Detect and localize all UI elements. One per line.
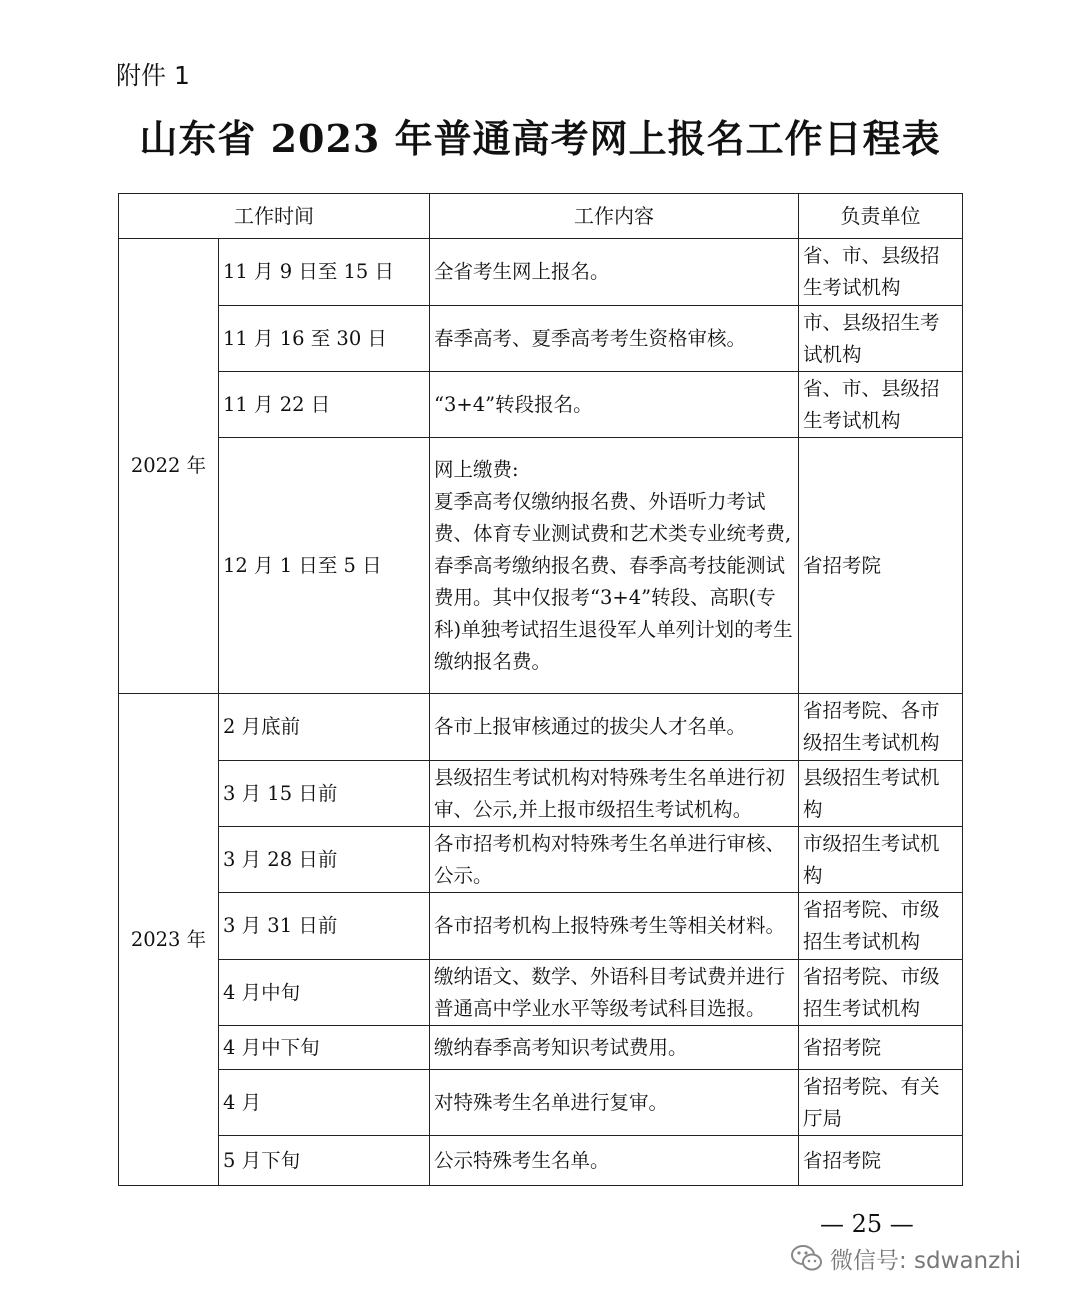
unit-cell: 市、县级招生考试机构 (799, 306, 963, 372)
content-cell: 各市上报审核通过的拔尖人才名单。 (430, 694, 799, 761)
content-cell: 县级招生考试机构对特殊考生名单进行初审、公示,并上报市级招生考试机构。 (430, 761, 799, 827)
page-title: 山东省 2023 年普通高考网上报名工作日程表 (139, 116, 941, 161)
content-cell: 对特殊考生名单进行复审。 (430, 1070, 799, 1136)
unit-cell: 省招考院、市级招生考试机构 (799, 893, 963, 960)
time-cell: 5 月下旬 (219, 1136, 430, 1186)
unit-cell: 省招考院、各市级招生考试机构 (799, 694, 963, 761)
time-cell: 2 月底前 (219, 694, 430, 761)
attachment-label: 附件 1 (116, 61, 190, 90)
table-row (119, 694, 963, 761)
time-cell: 4 月 (219, 1070, 430, 1136)
table-row (119, 1136, 963, 1186)
unit-cell: 县级招生考试机构 (799, 761, 963, 827)
schedule-table (118, 193, 963, 1186)
table-row (119, 761, 963, 827)
year-cell: 2023 年 (119, 694, 219, 1186)
column-header-unit: 负责单位 (799, 194, 963, 239)
unit-cell: 市级招生考试机构 (799, 827, 963, 893)
unit-cell: 省招考院 (799, 1136, 963, 1186)
unit-cell: 省招考院、市级招生考试机构 (799, 960, 963, 1026)
time-cell: 4 月中旬 (219, 960, 430, 1026)
page-number: — 25 — (820, 1210, 914, 1238)
watermark-text: 微信号: sdwanzhi (830, 1247, 1022, 1274)
column-header-content: 工作内容 (430, 194, 799, 239)
table-row (119, 1070, 963, 1136)
time-cell: 3 月 15 日前 (219, 761, 430, 827)
table-row (119, 960, 963, 1026)
column-header-time: 工作时间 (119, 194, 430, 239)
content-cell: 各市招考机构上报特殊考生等相关材料。 (430, 893, 799, 960)
content-cell: 春季高考、夏季高考考生资格审核。 (430, 306, 799, 372)
content-cell: 各市招考机构对特殊考生名单进行审核、公示。 (430, 827, 799, 893)
time-cell: 3 月 28 日前 (219, 827, 430, 893)
watermark (790, 1238, 1021, 1278)
content-cell: 网上缴费: 夏季高考仅缴纳报名费、外语听力考试费、体育专业测试费和艺术类专业统考费, 春季高考缴纳报名费、春季高考技能测试费用。其中仅报考“3+4”转段、高职(专科)单独考试招生退役军人单列计划的考生缴纳报名费。 (430, 438, 799, 694)
table-row (119, 372, 963, 438)
table-row (119, 306, 963, 372)
time-cell: 11 月 22 日 (219, 372, 430, 438)
unit-cell: 省招考院 (799, 1026, 963, 1070)
time-cell: 11 月 16 至 30 日 (219, 306, 430, 372)
table-row (119, 893, 963, 960)
content-cell: 缴纳语文、数学、外语科目考试费并进行普通高中学业水平等级考试科目选报。 (430, 960, 799, 1026)
table-row (119, 1026, 963, 1070)
time-cell: 11 月 9 日至 15 日 (219, 239, 430, 306)
unit-cell: 省招考院 (799, 438, 963, 694)
table-row (119, 239, 963, 306)
time-cell: 12 月 1 日至 5 日 (219, 438, 430, 694)
content-cell: “3+4”转段报名。 (430, 372, 799, 438)
unit-cell: 省、市、县级招生考试机构 (799, 239, 963, 306)
wechat-icon (790, 1241, 824, 1275)
table-row (119, 827, 963, 893)
unit-cell: 省招考院、有关厅局 (799, 1070, 963, 1136)
content-cell: 公示特殊考生名单。 (430, 1136, 799, 1186)
year-cell: 2022 年 (119, 239, 219, 694)
table-row (119, 438, 963, 694)
time-cell: 3 月 31 日前 (219, 893, 430, 960)
time-cell: 4 月中下旬 (219, 1026, 430, 1070)
table-header-row (119, 194, 963, 239)
content-cell: 缴纳春季高考知识考试费用。 (430, 1026, 799, 1070)
content-cell: 全省考生网上报名。 (430, 239, 799, 306)
unit-cell: 省、市、县级招生考试机构 (799, 372, 963, 438)
